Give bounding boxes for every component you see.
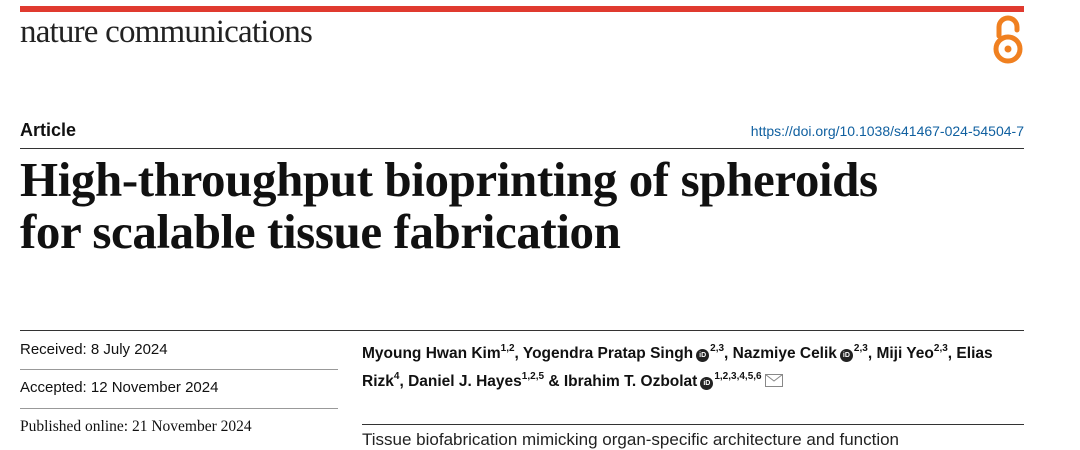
orcid-icon[interactable]: iD	[696, 349, 709, 362]
published-date: Published online: 21 November 2024	[20, 418, 252, 435]
received-date: Received: 8 July 2024	[20, 341, 168, 358]
author-name[interactable]: Nazmiye Celik	[732, 345, 837, 363]
author-separator: ,	[947, 345, 957, 363]
abstract-text: Tissue biofabrication mimicking organ-specific architecture and function	[362, 430, 900, 449]
author-name[interactable]: Daniel J. Hayes	[408, 373, 522, 391]
author-name[interactable]: Miji Yeo	[876, 345, 934, 363]
author-separator: ,	[399, 373, 409, 391]
accepted-date: Accepted: 12 November 2024	[20, 379, 219, 396]
author-affiliation[interactable]: 2,3	[853, 343, 868, 354]
author-affiliation[interactable]: 1,2,5	[521, 371, 545, 383]
author-separator: ,	[867, 345, 877, 363]
author-separator: ,	[514, 345, 523, 363]
author-affiliation[interactable]: 1,2	[500, 343, 515, 354]
author-separator: &	[544, 373, 564, 391]
article-title	[20, 154, 1020, 258]
title-line-2: for scalable tissue fabrication	[20, 204, 621, 259]
orcid-icon[interactable]: iD	[700, 377, 713, 390]
author-name[interactable]: Yogendra Pratap Singh	[522, 345, 694, 363]
date-divider	[20, 408, 338, 409]
date-divider	[20, 369, 338, 370]
author-list	[362, 338, 1032, 394]
header-divider	[20, 148, 1024, 149]
brand-bar	[20, 6, 1024, 12]
author-affiliation[interactable]: 2,3	[933, 343, 948, 354]
author-affiliation[interactable]: 1,2,3,4,5,6	[714, 371, 762, 383]
orcid-icon[interactable]: iD	[840, 349, 853, 362]
author-name[interactable]: Myoung Hwan Kim	[362, 345, 501, 363]
email-icon[interactable]	[765, 374, 783, 387]
open-access-icon[interactable]	[990, 14, 1026, 66]
author-separator: ,	[724, 345, 733, 363]
journal-name[interactable]: nature communications	[20, 14, 313, 50]
title-line-1: High-throughput bioprinting of spheroids	[20, 152, 878, 207]
author-affiliation[interactable]: 4	[393, 371, 400, 383]
meta-divider	[20, 330, 1024, 331]
abstract-divider	[362, 424, 1024, 425]
author-name[interactable]: Ibrahim T. Ozbolat	[563, 373, 698, 391]
article-type-label: Article	[20, 120, 77, 140]
doi-link[interactable]: https://doi.org/10.1038/s41467-024-54504-7	[750, 123, 1024, 139]
author-name[interactable]: Elias Rizk	[362, 345, 993, 391]
author-affiliation[interactable]: 2,3	[710, 343, 725, 354]
